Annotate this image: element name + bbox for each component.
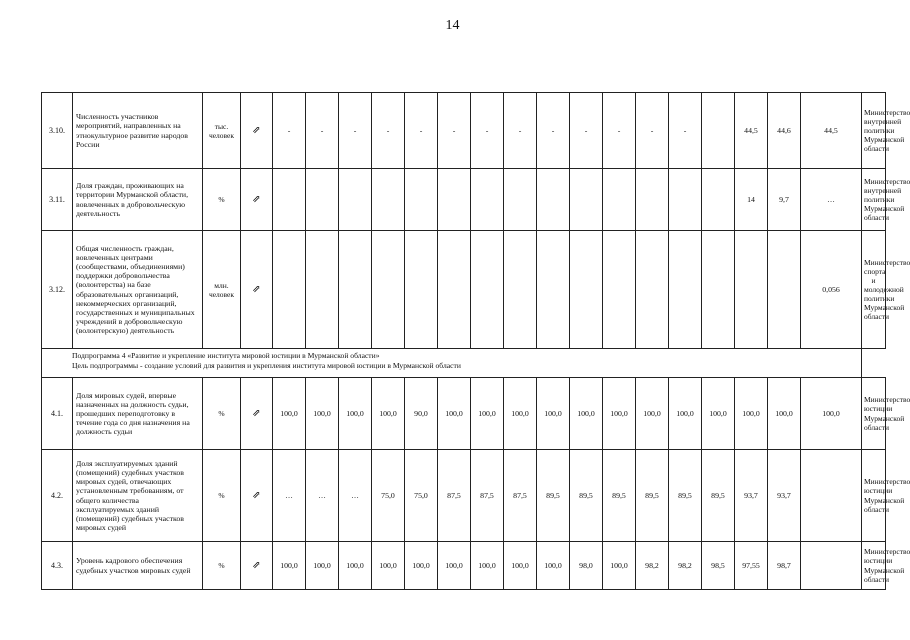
value-cell	[372, 231, 405, 349]
value-cell: -	[339, 93, 372, 169]
value-cell	[471, 169, 504, 231]
value-cell	[669, 231, 702, 349]
value-cell	[438, 231, 471, 349]
value-cell: 100,0	[735, 378, 768, 450]
indicator-name: Доля эксплуатируемых зданий (помещений) судебных участков мировых судей, отвечающих установленным требованиям, от общего количества эксплуатируемых зданий (помещений) судебных участков мировых судей	[73, 450, 203, 542]
table-row	[42, 542, 886, 590]
value-cell: 98,2	[636, 542, 669, 590]
value-cell	[768, 231, 801, 349]
value-cell	[471, 231, 504, 349]
unit-of-measure: %	[203, 542, 241, 590]
value-cell	[405, 231, 438, 349]
value-cell: 89,5	[603, 450, 636, 542]
value-cell: 87,5	[471, 450, 504, 542]
value-cell: 93,7	[768, 450, 801, 542]
value-cell: -	[372, 93, 405, 169]
unit-of-measure: тыс. человек	[203, 93, 241, 169]
value-cell: 98,2	[669, 542, 702, 590]
value-cell: 100,0	[273, 542, 306, 590]
value-cell: -	[405, 93, 438, 169]
value-cell: 100,0	[438, 542, 471, 590]
value-cell: 75,0	[372, 450, 405, 542]
value-cell	[669, 169, 702, 231]
value-cell	[636, 231, 669, 349]
value-cell: 90,0	[405, 378, 438, 450]
indicator-name: Доля мировых судей, впервые назначенных на должность судьи, прошедших переподготовку в течение года со дня назначения на должность судьи	[73, 378, 203, 450]
value-cell: 100,0	[669, 378, 702, 450]
subprogram-title: Подпрограмма 4 «Развитие и укрепление института мировой юстиции в Мурманской области»	[72, 351, 380, 360]
value-cell	[636, 169, 669, 231]
value-cell	[702, 231, 735, 349]
value-cell: -	[570, 93, 603, 169]
indicator-name: Доля граждан, проживающих на территории Мурманской области, вовлеченных в добровольческую деятельность	[73, 169, 203, 231]
value-cell: 89,5	[669, 450, 702, 542]
trend-arrow-icon: ⇗	[241, 378, 273, 450]
value-cell: …	[273, 450, 306, 542]
unit-of-measure: %	[203, 450, 241, 542]
value-cell: 100,0	[405, 542, 438, 590]
value-cell: 98,0	[570, 542, 603, 590]
value-cell	[702, 169, 735, 231]
unit-of-measure: млн. человек	[203, 231, 241, 349]
responsible-agency: Министерство внутренней политики Мурманской области	[862, 93, 886, 169]
value-cell	[405, 169, 438, 231]
row-number: 3.10.	[42, 93, 73, 169]
row-number: 3.12.	[42, 231, 73, 349]
value-cell	[504, 169, 537, 231]
value-cell: 100,0	[372, 542, 405, 590]
table-row	[42, 378, 886, 450]
value-cell: …	[801, 169, 862, 231]
value-cell	[273, 231, 306, 349]
indicators-table	[41, 92, 910, 590]
value-cell: 100,0	[471, 378, 504, 450]
value-cell	[570, 169, 603, 231]
table-row	[42, 169, 886, 231]
value-cell: -	[636, 93, 669, 169]
value-cell: 14	[735, 169, 768, 231]
table-row	[42, 231, 886, 349]
value-cell	[801, 542, 862, 590]
value-cell	[306, 231, 339, 349]
value-cell	[603, 169, 636, 231]
indicator-name: Численность участников мероприятий, направленных на этнокультурное развитие народов России	[73, 93, 203, 169]
value-cell: 100,0	[537, 378, 570, 450]
value-cell: 100,0	[768, 378, 801, 450]
responsible-agency: Министерство юстиции Мурманской области	[862, 450, 886, 542]
value-cell: -	[471, 93, 504, 169]
indicator-name: Уровень кадрового обеспечения судебных участков мировых судей	[73, 542, 203, 590]
trend-arrow-icon: ⇗	[241, 231, 273, 349]
value-cell	[504, 231, 537, 349]
value-cell	[273, 169, 306, 231]
value-cell	[438, 169, 471, 231]
subprogram-goal: Цель подпрограммы - создание условий для развития и укрепления института мировой юстиции в Мурманской области	[72, 361, 461, 371]
row-number: 4.1.	[42, 378, 73, 450]
responsible-agency: Министерство юстиции Мурманской области	[862, 542, 886, 590]
table-row	[42, 93, 886, 169]
value-cell: 98,7	[768, 542, 801, 590]
page-number: 14	[445, 18, 460, 33]
value-cell	[537, 231, 570, 349]
trend-arrow-icon: ⇗	[241, 169, 273, 231]
value-cell: 44,5	[735, 93, 768, 169]
value-cell: 100,0	[537, 542, 570, 590]
value-cell	[603, 231, 636, 349]
value-cell: 98,5	[702, 542, 735, 590]
value-cell: 100,0	[504, 542, 537, 590]
value-cell: 89,5	[636, 450, 669, 542]
value-cell: -	[504, 93, 537, 169]
value-cell: 93,7	[735, 450, 768, 542]
value-cell: 44,5	[801, 93, 862, 169]
value-cell: 100,0	[603, 378, 636, 450]
row-number: 4.3.	[42, 542, 73, 590]
responsible-agency: Министерство спорта и молодежной политики Мурманской области	[862, 231, 886, 349]
value-cell	[537, 169, 570, 231]
responsible-agency: Министерство юстиции Мурманской области	[862, 378, 886, 450]
value-cell: -	[603, 93, 636, 169]
indicator-name: Общая численность граждан, вовлеченных центрами (сообществами, объединениями) поддержки добровольчества (волонтерства) на базе образовательных организаций, некоммерческих организаций, государственных и муниципальных учреждений в добровольческую (волонтерскую) деятельность	[73, 231, 203, 349]
value-cell: 100,0	[372, 378, 405, 450]
value-cell: …	[339, 450, 372, 542]
value-cell	[570, 231, 603, 349]
value-cell: -	[438, 93, 471, 169]
value-cell	[702, 93, 735, 169]
value-cell: 44,6	[768, 93, 801, 169]
value-cell: -	[273, 93, 306, 169]
value-cell: 9,7	[768, 169, 801, 231]
responsible-agency: Министерство внутренней политики Мурманской области	[862, 169, 886, 231]
value-cell: 100,0	[306, 378, 339, 450]
trend-arrow-icon: ⇗	[241, 542, 273, 590]
value-cell: 100,0	[273, 378, 306, 450]
value-cell	[339, 231, 372, 349]
value-cell: 97,55	[735, 542, 768, 590]
row-number: 4.2.	[42, 450, 73, 542]
unit-of-measure: %	[203, 378, 241, 450]
value-cell	[372, 169, 405, 231]
value-cell: 100,0	[702, 378, 735, 450]
value-cell: 100,0	[438, 378, 471, 450]
table-row	[42, 450, 886, 542]
value-cell: 100,0	[471, 542, 504, 590]
value-cell: 100,0	[636, 378, 669, 450]
unit-of-measure: %	[203, 169, 241, 231]
value-cell	[306, 169, 339, 231]
value-cell: 100,0	[570, 378, 603, 450]
value-cell: 100,0	[339, 542, 372, 590]
value-cell: 87,5	[438, 450, 471, 542]
row-number: 3.11.	[42, 169, 73, 231]
value-cell: 75,0	[405, 450, 438, 542]
value-cell: 87,5	[504, 450, 537, 542]
value-cell	[801, 450, 862, 542]
value-cell: 100,0	[339, 378, 372, 450]
value-cell: 0,056	[801, 231, 862, 349]
subprogram-cell	[42, 349, 862, 378]
value-cell: …	[306, 450, 339, 542]
value-cell: -	[306, 93, 339, 169]
value-cell	[339, 169, 372, 231]
value-cell: 100,0	[603, 542, 636, 590]
value-cell: 89,5	[702, 450, 735, 542]
value-cell: 100,0	[306, 542, 339, 590]
value-cell: 89,5	[537, 450, 570, 542]
subprogram-row	[42, 349, 886, 378]
trend-arrow-icon: ⇗	[241, 93, 273, 169]
trend-arrow-icon: ⇗	[241, 450, 273, 542]
value-cell: -	[537, 93, 570, 169]
value-cell: 89,5	[570, 450, 603, 542]
value-cell	[735, 231, 768, 349]
value-cell: 100,0	[504, 378, 537, 450]
value-cell: -	[669, 93, 702, 169]
value-cell: 100,0	[801, 378, 862, 450]
